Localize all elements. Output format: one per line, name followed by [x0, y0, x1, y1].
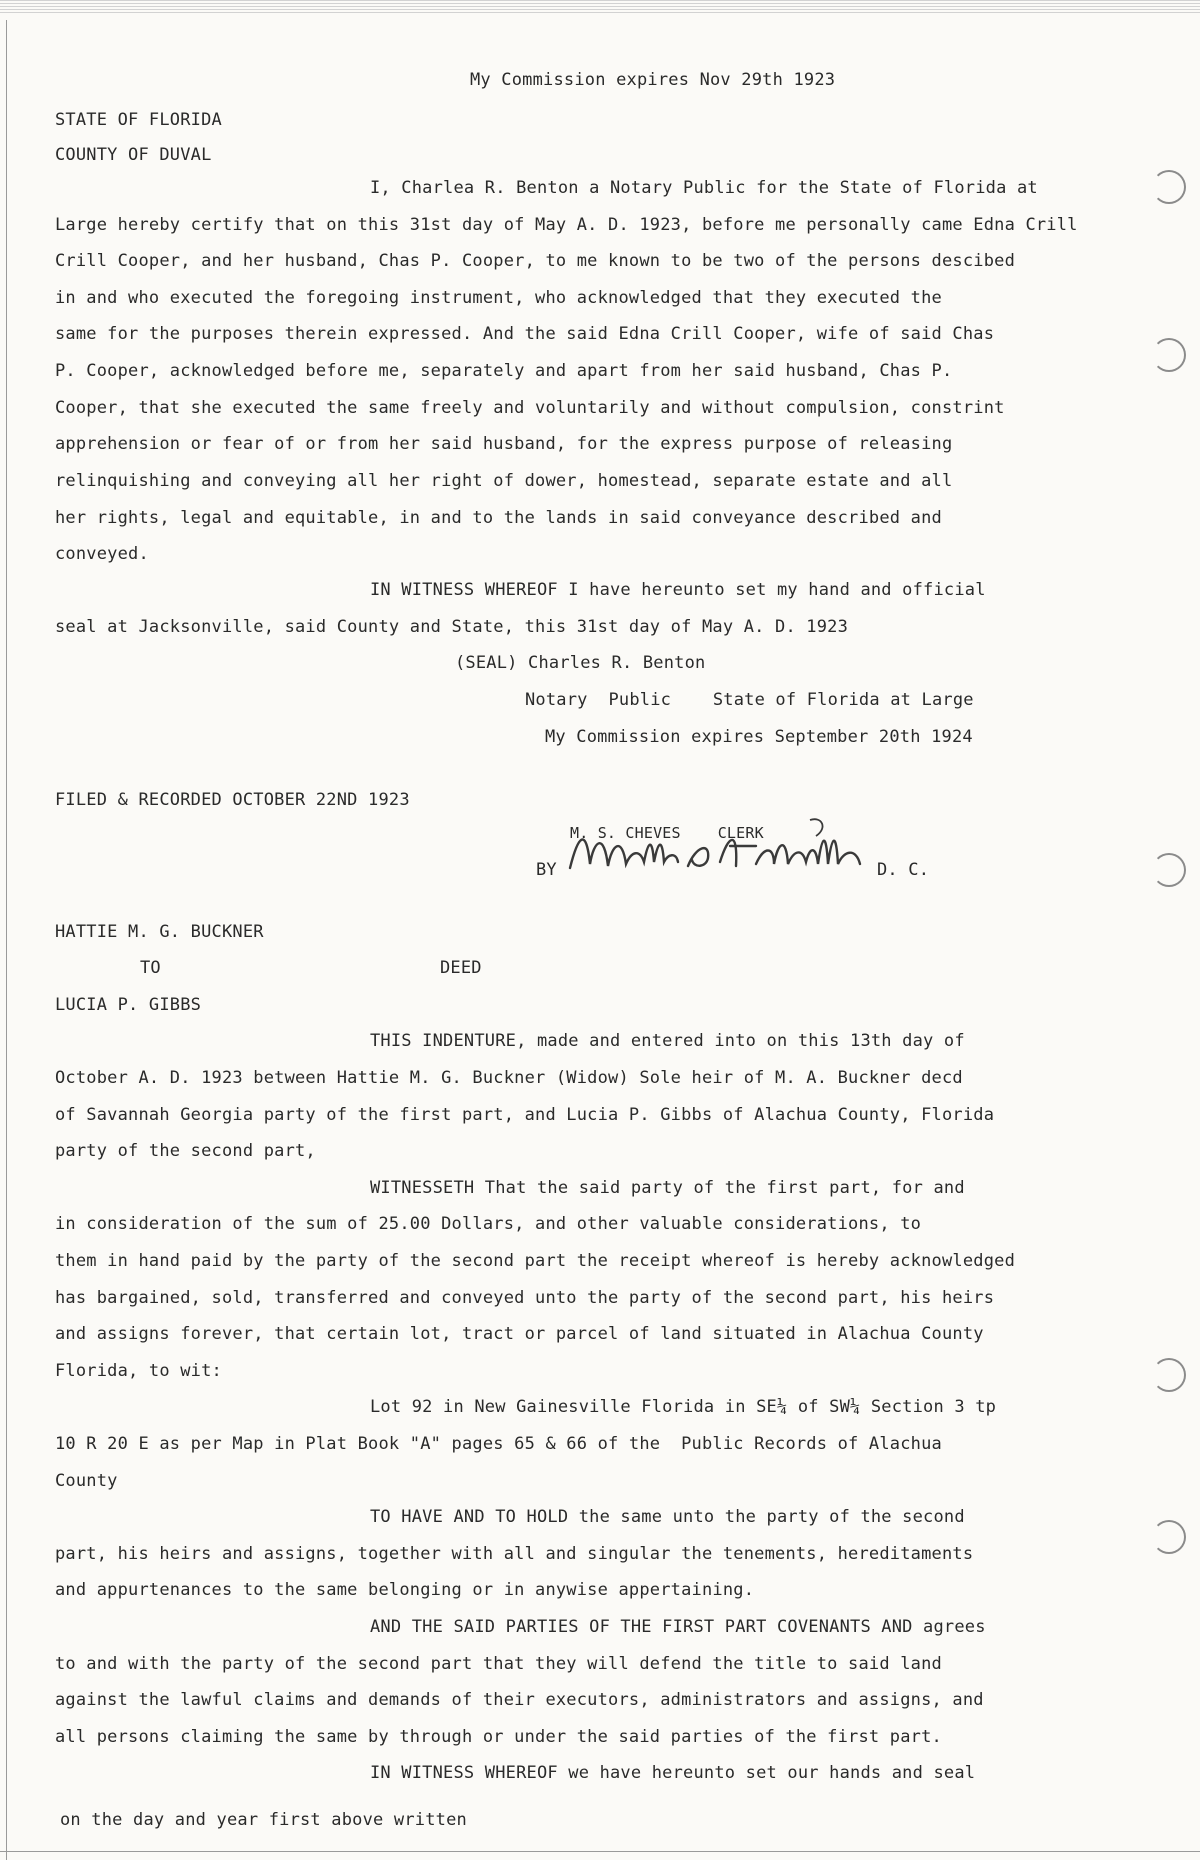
- certificate-line: I, Charlea R. Benton a Notary Public for the State of Florida at: [370, 178, 1038, 198]
- scan-left-border: [0, 20, 7, 1860]
- certificate-line: in and who executed the foregoing instrument, who acknowledged that they executed the: [55, 288, 942, 308]
- certificate-line: same for the purposes therein expressed. And the said Edna Crill Cooper, wife of said Chas: [55, 324, 995, 344]
- binder-hole-5: [1152, 1520, 1186, 1554]
- binder-hole-1: [1152, 170, 1186, 204]
- binder-hole-4: [1152, 1358, 1186, 1392]
- deed-line: has bargained, sold, transferred and conveyed unto the party of the second part, his heirs: [55, 1288, 995, 1308]
- filed-recorded: FILED & RECORDED OCTOBER 22ND 1923: [55, 790, 410, 810]
- deed-title: DEED: [440, 958, 482, 978]
- certificate-line: her rights, legal and equitable, in and to the lands in said conveyance described and: [55, 508, 942, 528]
- certificate-line: Crill Cooper, and her husband, Chas P. Cooper, to me known to be two of the persons descibed: [55, 251, 1016, 271]
- certificate-line: Large hereby certify that on this 31st day of May A. D. 1923, before me personally came Edna Crill: [55, 215, 1078, 235]
- dc-label: D. C.: [877, 860, 930, 880]
- commission-expires-top: My Commission expires Nov 29th 1923: [470, 70, 836, 90]
- deed-line: to and with the party of the second part that they will defend the title to said land: [55, 1654, 942, 1674]
- scan-bottom-border: [0, 1851, 1200, 1854]
- deed-line: against the lawful claims and demands of their executors, administrators and assigns, and: [55, 1690, 984, 1710]
- certificate-line: Cooper, that she executed the same freely and voluntarily and without compulsion, constrint: [55, 398, 1005, 418]
- county-heading: COUNTY OF DUVAL: [55, 145, 212, 165]
- deed-line: part, his heirs and assigns, together with all and singular the tenements, hereditaments: [55, 1544, 974, 1564]
- certificate-line: P. Cooper, acknowledged before me, separately and apart from her said husband, Chas P.: [55, 361, 953, 381]
- commission-expires-bottom: My Commission expires September 20th 1924: [545, 727, 973, 747]
- certificate-line: IN WITNESS WHEREOF I have hereunto set my hand and official: [370, 580, 986, 600]
- deed-line: Lot 92 in New Gainesville Florida in SE¼ of SW¼ Section 3 tp: [370, 1397, 997, 1417]
- notary-seal-name: (SEAL) Charles R. Benton: [455, 653, 706, 673]
- deed-line: them in hand paid by the party of the second part the receipt whereof is hereby acknowledged: [55, 1251, 1016, 1271]
- binder-hole-2: [1152, 338, 1186, 372]
- deed-line: County: [55, 1471, 118, 1491]
- deed-line: party of the second part,: [55, 1141, 316, 1161]
- binder-hole-3: [1152, 853, 1186, 887]
- clerk-name: M. S. CHEVES CLERK: [570, 824, 764, 842]
- grantor-heading: HATTIE M. G. BUCKNER: [55, 922, 264, 942]
- deed-line: on the day and year first above written: [60, 1810, 467, 1830]
- state-heading: STATE OF FLORIDA: [55, 110, 222, 130]
- grantee-heading: LUCIA P. GIBBS: [55, 995, 202, 1015]
- certificate-line: seal at Jacksonville, said County and State, this 31st day of May A. D. 1923: [55, 617, 849, 637]
- scan-top-border: [0, 0, 1200, 14]
- certificate-line: relinquishing and conveying all her right of dower, homestead, separate estate and all: [55, 471, 953, 491]
- notary-title: Notary Public State of Florida at Large: [525, 690, 974, 710]
- certificate-line: conveyed.: [55, 544, 149, 564]
- deed-line: in consideration of the sum of 25.00 Dollars, and other valuable considerations, to: [55, 1214, 922, 1234]
- deed-line: THIS INDENTURE, made and entered into on this 13th day of: [370, 1031, 965, 1051]
- deed-line: and assigns forever, that certain lot, tract or parcel of land situated in Alachua County: [55, 1324, 984, 1344]
- clerk-signature: [560, 806, 890, 896]
- deed-line: AND THE SAID PARTIES OF THE FIRST PART COVENANTS AND agrees: [370, 1617, 986, 1637]
- by-label: BY: [536, 860, 557, 880]
- to-heading: TO: [140, 958, 161, 978]
- certificate-line: apprehension or fear of or from her said husband, for the express purpose of releasing: [55, 434, 953, 454]
- deed-line: Florida, to wit:: [55, 1361, 222, 1381]
- deed-line: TO HAVE AND TO HOLD the same unto the party of the second: [370, 1507, 965, 1527]
- deed-line: all persons claiming the same by through or under the said parties of the first part.: [55, 1727, 942, 1747]
- deed-line: IN WITNESS WHEREOF we have hereunto set our hands and seal: [370, 1763, 976, 1783]
- deed-line: WITNESSETH That the said party of the first part, for and: [370, 1178, 965, 1198]
- deed-line: and appurtenances to the same belonging or in anywise appertaining.: [55, 1580, 755, 1600]
- deed-line: 10 R 20 E as per Map in Plat Book "A" pages 65 & 66 of the Public Records of Alachua: [55, 1434, 942, 1454]
- deed-line: October A. D. 1923 between Hattie M. G. Buckner (Widow) Sole heir of M. A. Buckner decd: [55, 1068, 963, 1088]
- deed-line: of Savannah Georgia party of the first part, and Lucia P. Gibbs of Alachua County, Florida: [55, 1105, 995, 1125]
